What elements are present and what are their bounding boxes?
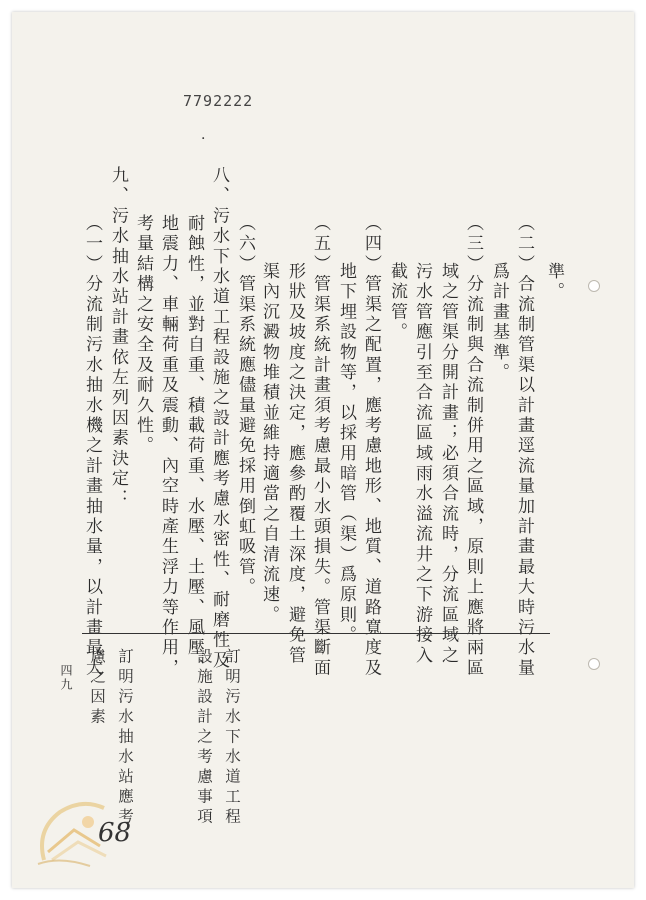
text-column-10: （五）管渠系統計畫須考慮最小水頭損失。管渠斷面 — [310, 214, 330, 679]
annotation-column-4: 慮之因素 — [88, 648, 106, 728]
text-column-3: 爲計畫基準。 — [489, 262, 509, 384]
text-column-18: 九、污水抽水站計畫依左列因素決定： — [108, 166, 128, 510]
punch-mark: · — [201, 131, 206, 147]
text-column-16: 地震力、車輛荷重及震動、內空時產生浮力等作用， — [158, 214, 178, 679]
binder-hole-top — [588, 280, 600, 292]
text-column-14: 八、污水下水道工程設施之設計應考慮水密性、耐磨性及 — [209, 166, 229, 671]
page-number: 四九 — [59, 664, 73, 692]
text-column-4: （三）分流制與合流制併用之區域，原則上應將兩區 — [463, 214, 483, 679]
divider-rule — [82, 633, 550, 634]
text-column-17: 考量結構之安全及耐久性。 — [133, 214, 153, 457]
document-number: 7792222 — [183, 92, 254, 110]
text-column-8: （四）管渠之配置，應考慮地形、地質、道路寬度及 — [361, 214, 381, 679]
text-column-9: 地下埋設物等，以採用暗管（渠）爲原則。 — [336, 262, 356, 646]
text-column-13: （六）管渠系統應儘量避免採用倒虹吸管。 — [235, 214, 255, 598]
text-column-6: 污水管應引至合流區域雨水溢流井之下游接入 — [412, 262, 432, 666]
binder-hole-bottom — [588, 658, 600, 670]
text-column-11: 形狀及坡度之決定，應參酌覆土深度，避免管 — [285, 262, 305, 666]
annotation-column-1: 訂明污水下水道工程 — [223, 648, 241, 828]
text-column-5: 域之管渠分開計畫；必須合流時，分流區域之 — [438, 262, 458, 666]
text-column-19: （一）分流制污水抽水機之計畫抽水量，以計畫最大 — [82, 214, 102, 679]
text-column-1: 準。 — [544, 262, 564, 303]
annotation-column-2: 設施設計之考慮事項 — [195, 648, 213, 828]
annotation-column-3: 訂明污水抽水站應考 — [116, 648, 134, 828]
text-column-2: （二）合流制管渠以計畫逕流量加計畫最大時污水量 — [514, 214, 534, 679]
text-column-15: 耐蝕性，並對自重、積載荷重、水壓、土壓、風壓、 — [184, 214, 204, 679]
text-column-12: 渠內沉澱物堆積並維持適當之自清流速。 — [259, 262, 279, 626]
handwritten-page-mark: 68 — [98, 818, 132, 848]
text-column-7: 截流管。 — [387, 262, 407, 343]
